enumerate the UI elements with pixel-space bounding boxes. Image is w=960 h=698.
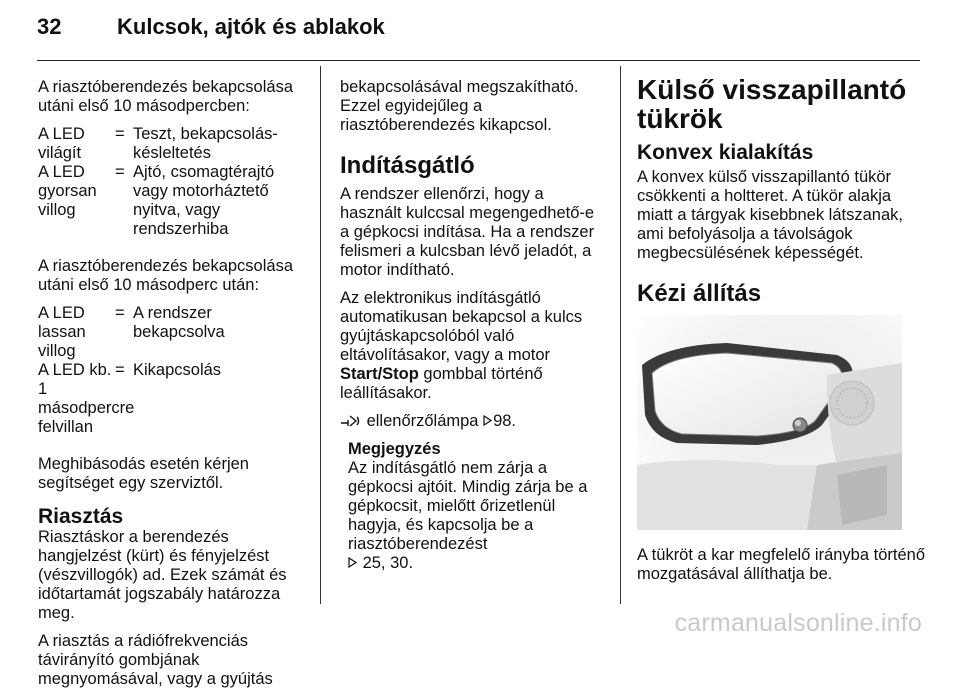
continued-paragraph: bekapcsolásával megszakítható. Ezzel egyidejűleg a riasztóberendezés kikapcsol.	[340, 78, 579, 134]
mirrors-heading: Külső visszapillantó tükrök	[637, 74, 907, 134]
immobiliser-text-end: gombbal történő leállításakor.	[340, 365, 543, 402]
convex-paragraph: A konvex külső visszapillantó tükör csökkenti a holtteret. A tükör alakja miatt a tárgyak kisebbnek látszanak, ami befolyásolja a távolságok megbecsülésének képességét.	[637, 168, 903, 262]
page-header	[0, 0, 960, 62]
column-1	[38, 78, 298, 698]
fault-paragraph: Meghibásodás esetén kérjen segítséget egy szerviztől.	[38, 455, 249, 492]
led-table-row	[38, 163, 298, 239]
column-2	[340, 78, 605, 573]
equals-sign: =	[115, 163, 125, 181]
led-table-2	[38, 304, 298, 437]
immobiliser-heading: Indításgátló	[340, 152, 475, 179]
intro-paragraph-2: A riasztóberendezés bekapcsolása utáni első 10 másodperc után:	[38, 257, 293, 294]
warning-lamp-reference: 98.	[493, 412, 517, 430]
led-table-1	[38, 125, 298, 239]
led-term: A LED lassan villog	[38, 304, 86, 360]
column-divider-2	[620, 66, 621, 604]
note-title: Megjegyzés	[348, 440, 441, 458]
led-term: A LED gyorsan villog	[38, 163, 97, 219]
page-number: 32	[37, 14, 62, 39]
header-rule	[37, 60, 920, 61]
led-term: A LED világít	[38, 125, 85, 162]
immobiliser-paragraph-1: A rendszer ellenőrzi, hogy a használt kulccsal megengedhető-e a gépkocsi indítása. Ha a rendszer felismeri a kulcsban lévő jeladót, a motor indítható.	[340, 185, 595, 279]
note-box	[348, 440, 605, 573]
intro-paragraph-1: A riasztóberendezés bekapcsolása utáni első 10 másodpercben:	[38, 78, 293, 115]
watermark: carmanualsonline.info	[674, 609, 922, 637]
alarm-paragraph-1: Riasztáskor a berendezés hangjelzést (kürt) és fényjelzést (vészvillogók) ad. Ezek számát és időtartamát jogszabály határozza meg.	[38, 528, 287, 622]
immobiliser-paragraph-2	[340, 289, 605, 403]
equals-sign: =	[115, 304, 125, 322]
led-table-row	[38, 361, 298, 437]
mirror-adjustment-illustration	[637, 315, 902, 530]
note-references: 25, 30.	[358, 554, 414, 572]
page-title: Kulcsok, ajtók és ablakok	[117, 14, 385, 39]
led-description: Kikapcsolás	[133, 361, 222, 379]
column-divider-1	[320, 66, 321, 604]
warning-lamp-line	[340, 412, 605, 431]
column-3	[637, 74, 927, 593]
manual-adjust-heading: Kézi állítás	[637, 280, 762, 307]
page-reference-arrow-icon	[483, 412, 493, 431]
led-table-row	[38, 125, 298, 163]
led-description: Teszt, bekapcsolás-késleltetés	[133, 125, 278, 162]
manual-adjust-paragraph: A tükröt a kar megfelelő irányba történő mozgatásával állíthatja be.	[637, 546, 925, 583]
convex-heading: Konvex kialakítás	[637, 141, 814, 164]
page-reference-arrow-icon	[348, 554, 358, 573]
alarm-paragraph-2: A riasztás a rádiófrekvenciás távirányító gombjának megnyomásával, vagy a gyújtás	[38, 632, 273, 688]
warning-lamp-text: ellenőrzőlámpa	[362, 412, 484, 430]
equals-sign: =	[115, 125, 125, 143]
note-body: Az indításgátló nem zárja a gépkocsi ajtóit. Mindig zárja be a gépkocsit, mielőtt őrizetlenül hagyja, és kapcsolja be a riasztóberendezést	[348, 459, 588, 553]
led-term: A LED kb. 1 másodpercre felvillan	[38, 361, 135, 436]
led-description: Ajtó, csomagtérajtó vagy motorháztető nyitva, vagy rendszerhiba	[133, 163, 275, 238]
alarm-heading: Riasztás	[38, 505, 124, 528]
led-table-row	[38, 304, 298, 361]
immobiliser-lamp-icon	[340, 414, 362, 428]
start-stop-label: Start/Stop	[340, 365, 419, 383]
immobiliser-text: Az elektronikus indításgátló automatikusan bekapcsol a kulcs gyújtáskapcsolóból való eltávolításakor, vagy a motor	[340, 289, 583, 364]
note-text	[348, 459, 605, 573]
led-description: A rendszer bekapcsolva	[133, 304, 225, 341]
equals-sign: =	[115, 361, 125, 379]
